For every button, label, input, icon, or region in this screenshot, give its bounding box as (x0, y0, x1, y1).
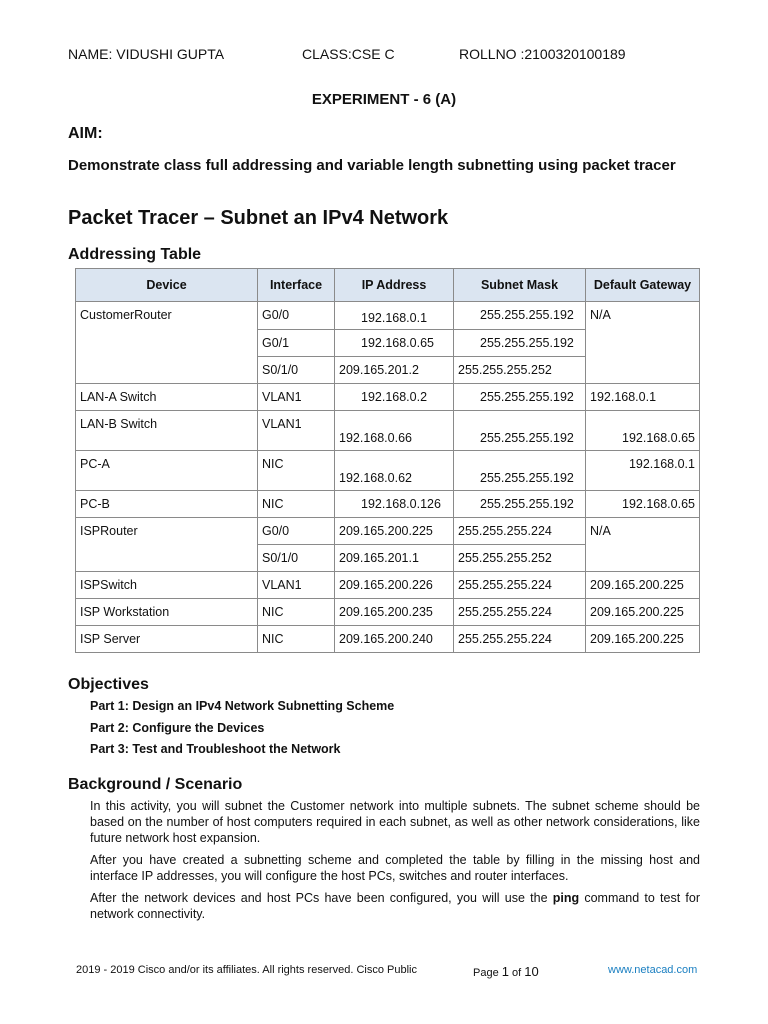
ip-cell: 192.168.0.1 (335, 302, 454, 330)
experiment-title: EXPERIMENT - 6 (A) (311, 91, 457, 108)
ip-cell: 192.168.0.65 (335, 330, 454, 357)
gateway-cell: 209.165.200.225 (586, 572, 700, 599)
gateway-cell: N/A (586, 302, 700, 384)
mask-cell: 255.255.255.224 (454, 626, 586, 653)
device-cell: LAN-A Switch (76, 384, 258, 411)
table-row (76, 384, 700, 411)
header-name: NAME: VIDUSHI GUPTA (68, 46, 225, 62)
gateway-cell: 192.168.0.1 (586, 384, 700, 411)
gateway-cell: 209.165.200.225 (586, 626, 700, 653)
interface-cell: G0/0 (258, 518, 335, 545)
objective-part-2: Part 2: Configure the Devices (90, 721, 265, 735)
col-header-interface: Interface (258, 269, 335, 302)
interface-cell: G0/1 (258, 330, 335, 357)
interface-cell: S0/1/0 (258, 357, 335, 384)
interface-cell: VLAN1 (258, 384, 335, 411)
interface-cell: NIC (258, 599, 335, 626)
mask-cell: 255.255.255.192 (454, 451, 586, 491)
ip-cell: 192.168.0.62 (335, 451, 454, 491)
ip-cell: 209.165.200.240 (335, 626, 454, 653)
background-paragraph-1: In this activity, you will subnet the Customer network into multiple subnets. The subnet scheme should be based on the number of host computers required in each subnet, as well as other network considerations, like future network host expansion. (90, 799, 700, 845)
table-row (76, 411, 700, 451)
ip-cell: 209.165.200.225 (335, 518, 454, 545)
interface-cell: NIC (258, 491, 335, 518)
table-row (76, 491, 700, 518)
aim-label: AIM: (68, 125, 103, 142)
ip-cell: 209.165.200.235 (335, 599, 454, 626)
ip-cell: 209.165.200.226 (335, 572, 454, 599)
gateway-cell: N/A (586, 518, 700, 572)
interface-cell: NIC (258, 451, 335, 491)
mask-cell: 255.255.255.224 (454, 572, 586, 599)
table-title: Addressing Table (68, 246, 202, 263)
gateway-cell: 192.168.0.1 (586, 451, 700, 491)
objective-part-3: Part 3: Test and Troubleshoot the Network (90, 742, 341, 756)
background-title: Background / Scenario (68, 776, 243, 793)
footer-copyright: 2019 - 2019 Cisco and/or its affiliates. All rights reserved. Cisco Public (76, 964, 417, 976)
table-row (76, 518, 700, 545)
device-cell: CustomerRouter (76, 302, 258, 384)
mask-cell: 255.255.255.192 (454, 411, 586, 451)
device-cell: ISPSwitch (76, 572, 258, 599)
table-row (76, 451, 700, 491)
col-header-gateway: Default Gateway (586, 269, 700, 302)
interface-cell: VLAN1 (258, 411, 335, 451)
mask-cell: 255.255.255.224 (454, 599, 586, 626)
gateway-cell: 209.165.200.225 (586, 599, 700, 626)
table-header-row (76, 269, 700, 302)
device-cell: LAN-B Switch (76, 411, 258, 451)
background-paragraph-3: After the network devices and host PCs have been configured, you will use the ping command to test for network connectivity. (90, 891, 700, 921)
page-title: Packet Tracer – Subnet an IPv4 Network (68, 207, 449, 229)
table-row (76, 599, 700, 626)
device-cell: ISP Workstation (76, 599, 258, 626)
interface-cell: S0/1/0 (258, 545, 335, 572)
addressing-table (75, 268, 700, 653)
device-cell: PC-A (76, 451, 258, 491)
table-row (76, 626, 700, 653)
table-row (76, 572, 700, 599)
header-class: CLASS:CSE C (302, 46, 395, 62)
ip-cell: 192.168.0.66 (335, 411, 454, 451)
col-header-ip: IP Address (335, 269, 454, 302)
gateway-cell: 192.168.0.65 (586, 491, 700, 518)
objectives-title: Objectives (68, 676, 149, 693)
objective-part-1: Part 1: Design an IPv4 Network Subnetting Scheme (90, 699, 395, 713)
mask-cell: 255.255.255.192 (454, 491, 586, 518)
device-cell: ISPRouter (76, 518, 258, 572)
device-cell: ISP Server (76, 626, 258, 653)
col-header-device: Device (76, 269, 258, 302)
header-rollno: ROLLNO :2100320100189 (459, 46, 626, 62)
aim-text: Demonstrate class full addressing and variable length subnetting using packet tracer (68, 157, 676, 174)
mask-cell: 255.255.255.224 (454, 518, 586, 545)
footer-link[interactable]: www.netacad.com (608, 964, 698, 976)
device-cell: PC-B (76, 491, 258, 518)
interface-cell: G0/0 (258, 302, 335, 330)
ip-cell: 192.168.0.126 (335, 491, 454, 518)
col-header-mask: Subnet Mask (454, 269, 586, 302)
interface-cell: NIC (258, 626, 335, 653)
mask-cell: 255.255.255.192 (454, 384, 586, 411)
mask-cell: 255.255.255.192 (454, 302, 586, 330)
mask-cell: 255.255.255.252 (454, 357, 586, 384)
table-row (76, 302, 700, 330)
background-paragraph-2: After you have created a subnetting scheme and completed the table by filling in the missing host and interface IP addresses, you will configure the host PCs, switches and router interfaces. (90, 853, 700, 883)
ip-cell: 209.165.201.1 (335, 545, 454, 572)
mask-cell: 255.255.255.192 (454, 330, 586, 357)
ip-cell: 209.165.201.2 (335, 357, 454, 384)
gateway-cell: 192.168.0.65 (586, 411, 700, 451)
ip-cell: 192.168.0.2 (335, 384, 454, 411)
mask-cell: 255.255.255.252 (454, 545, 586, 572)
footer-page-number: Page 1 of 10 (473, 964, 539, 979)
interface-cell: VLAN1 (258, 572, 335, 599)
